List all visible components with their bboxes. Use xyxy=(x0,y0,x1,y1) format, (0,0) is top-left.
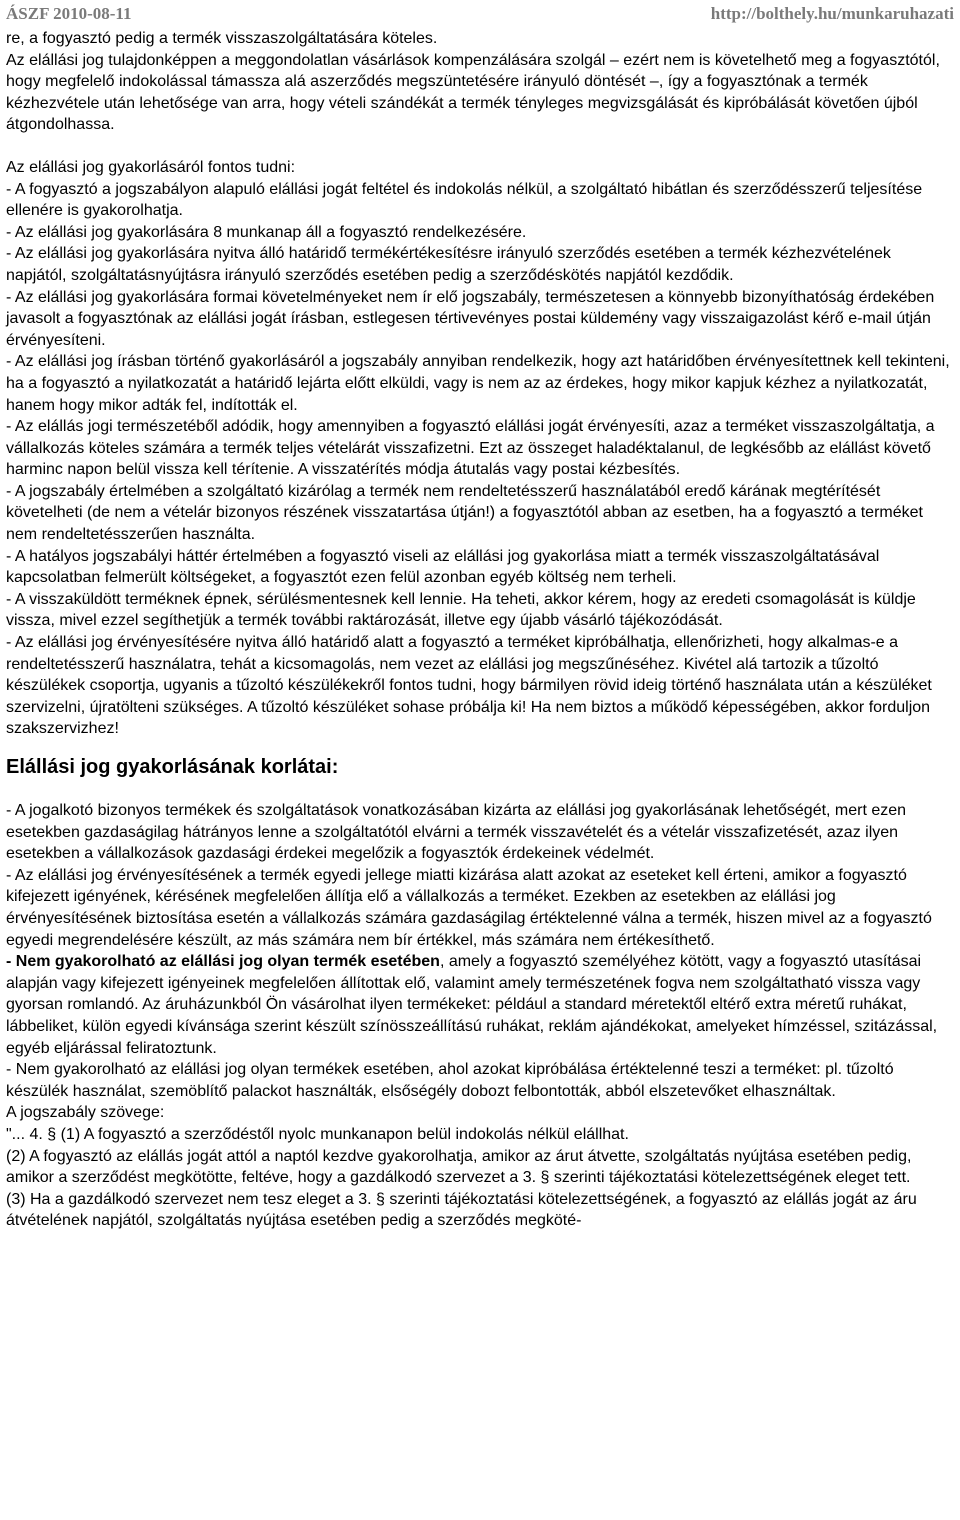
law-text: (3) Ha a gazdálkodó szervezet nem tesz eleget a 3. § szerinti tájékoztatási kötelezettségének, a fogyasztó az elállás jogát az áru átvételének napjától, szolgáltatás nyújtása esetében pedig a szerződés megköté- xyxy=(6,1190,917,1230)
list-item: - Az elállási jog gyakorlására 8 munkanap áll a fogyasztó rendelkezésére. xyxy=(6,223,527,241)
page-header xyxy=(6,4,954,30)
paragraph: A jogszabály szövege: xyxy=(6,1104,165,1122)
list-item: - Nem gyakorolható az elállási jog olyan termékek esetében, ahol azokat kipróbálása értéktelenné teszi a terméket: pl. tűzoltó készülék használat, szemöblítő palackot használták, elsőségély dobozt felbontották, abból elszetevőket elhasználtak. xyxy=(6,1061,894,1100)
paragraph: re, a fogyasztó pedig a termék visszaszolgáltatására köteles. xyxy=(6,30,438,47)
list-item: - Az elállási jog érvényesítésének a termék egyedi jellege miatti kizárása alatt azokat az eseteket kell érteni, amikor a fogyasztó kifejezett igényének, kérésének megfelelően állítja elő a vállalkozás a terméket. Ezekben az esetekben az elállási jog érvényesítésének biztosítása esetén a vállalkozás számára gazdaságilag értéktelenné válna a termék, hiszen mivel az a fogyasztó egyedi megrendelésére készült, az más számára nem bír értékkel, más számára nem értékesíthető. xyxy=(6,866,932,949)
list-item: - A hatályos jogszabályi háttér értelmében a fogyasztó viseli az elállási jog gyakorlása miatt a termék visszaszolgáltatásával kapcsolatban felmerült költségeket, a fogyasztót ezen felül azonban egyéb költség nem terheli. xyxy=(6,547,880,587)
list-item: - A jogalkotó bizonyos termékek és szolgáltatások vonatkozásában kizárta az elállási jog gyakorlásának lehetőségét, mert ezen esetekben gazdaságilag hátrányos lenne a szolgáltatótól elvárni a termék visszavételét és a vételár visszafizetését, azaz ilyen esetekben a vállalkozások gazdasági érdekei megelőzik a fogyasztók érdekeinek védelmét. xyxy=(6,802,907,863)
list-item xyxy=(6,951,950,1059)
list-item: - A fogyasztó a jogszabályon alapuló elállási jogát feltétel és indokolás nélkül, a szolgáltató hibátlan és szerződésszerű teljesítése ellenére is gyakorolhatja. xyxy=(6,180,923,220)
list-item: - A jogszabály értelmében a szolgáltató kizárólag a termék nem rendeltetésszerű használatából eredő kárának megtérítését követelheti (de nem a vételár bizonyos részének visszatartása útján!) a fogyasztótól abban az esetben, ha a fogyasztó a terméket nem rendeltetésszerűen használta. xyxy=(6,482,923,544)
document-body xyxy=(6,28,950,1232)
list-item: - Az elállási jog érvényesítésére nyitva álló határidő alatt a fogyasztó a terméket kipróbálhatja, ellenőrizheti, hogy alkalmas-e a rendeltetésszerű használatra, tehát a kicsomagolás, nem vezet az elállási jog megszűnéséhez. Kivétel alá tartozik a tűzoltó készülékek csoportja, ugyanis a tűzoltó készülékekről fontos tudni, hogy bármilyen rövid ideig történő használata után a készüléket szervizelni, újratölteni szükséges. A tűzoltó készüléket sohase próbálja ki! Ha nem biztos a működő képességében, akkor forduljon szakszervizhez! xyxy=(6,634,932,738)
paragraph-rest: , amely a fogyasztó személyéhez kötött, vagy a fogyasztó utasításai alapján vagy kifejezett igényeinek megfelelően állítottak elő, valamint amely természetének fogva nem szolgáltatható vissza vagy gyorsan romlandó. Az áruházunkból Ön vásárolhat ilyen termékeket: például a standard méretektől eltérő extra méretű ruhákat, lábbeliket, külön egyedi kívánsága szerint készült színösszeállítású ruhákat, reklám ajándékokat, amelyeket hímzéssel, szitázással, egyéb eljárással feliratoztunk. xyxy=(6,953,938,1057)
document-title: ÁSZF 2010-08-11 xyxy=(6,4,132,23)
list-item: - Az elállás jogi természetéből adódik, hogy amennyiben a fogyasztó elállási jogát érvényesíti, azaz a terméket visszaszolgáltatja, a vállalkozás köteles számára a termék teljes vételárát visszafizetni. Ezt az összeget haladéktalanul, de legkésőbb az elállást követő harminc napon belül vissza kell térítenie. A visszatérítés módja átutalás vagy postai kézbesítés. xyxy=(6,418,935,479)
paragraph: Az elállási jog gyakorlásáról fontos tudni: xyxy=(6,158,296,176)
list-item: - Az elállási jog gyakorlására formai követelményeket nem ír elő jogszabály, természetesen a könnyebb bizonyíthatóság érdekében javasolt a fogyasztónak az elállási jogát írásban, estlegesen tértivevényes postai küldemény vagy visszaigazolást kérő e-mail útján érvényesíteni. xyxy=(6,288,935,349)
law-text: (2) A fogyasztó az elállás jogát attól a naptól kezdve gyakorolhatja, amikor az árut átvette, szolgáltatás nyújtása esetében pedig, amikor a szerződést megkötötte, feltéve, hogy a gazdálkodó szervezet a 3. § szerinti tájékoztatási kötelezettségének eleget tett. xyxy=(6,1147,912,1187)
source-url: http://bolthely.hu/munkaruhazati xyxy=(710,4,954,23)
list-item: - Az elállási jog gyakorlására nyitva álló határidő termékértékesítésre irányuló szerződés esetében a termék kézhezvételének napjától, szolgáltatásnyújtásra irányuló szerződés esetében pedig a szerződéskötés napjától kezdődik. xyxy=(6,245,891,284)
spacer xyxy=(6,136,950,157)
bold-phrase: - Nem gyakorolható az elállási jog olyan termék esetében xyxy=(6,953,440,971)
list-item: - A visszaküldött terméknek épnek, sérülésmentesnek kell lennie. Ha teheti, akkor kérem, hogy az eredeti csomagolását is küldje vissza, mivel ezzel segíthetjük a termék további raktározását, illetve egy újabb vásárló tájékozódását. xyxy=(6,590,916,630)
law-text: "... 4. § (1) A fogyasztó a szerződéstől nyolc munkanapon belül indokolás nélkül elállhat. xyxy=(6,1125,629,1143)
paragraph: Az elállási jog tulajdonképpen a meggondolatlan vásárlások kompenzálására szolgál – ezért nem is követelhető meg a fogyasztótól, hogy megfelelő indokolással támassza alá aszerződés megszüntetésére irányuló döntését –, így a fogyasztónak a termék kézhezvétele után lehetősége van arra, hogy vételi szándékát a termék tényleges megvizsgálását és kipróbálását követően újból átgondolhassa. xyxy=(6,51,940,134)
list-item: - Az elállási jog írásban történő gyakorlásáról a jogszabály annyiban rendelkezik, hogy azt határidőben érvényesítettnek kell tekinteni, ha a fogyasztó a nyilatkozatát a határidő lejárta előtt elküldi, vagy is nem az az érdekes, hogy mikor kapjuk kézhez a nyilatkozatát, hanem hogy mikor adták fel, indították el. xyxy=(6,353,950,414)
section-heading: Elállási jog gyakorlásának korlátai: xyxy=(6,756,339,778)
